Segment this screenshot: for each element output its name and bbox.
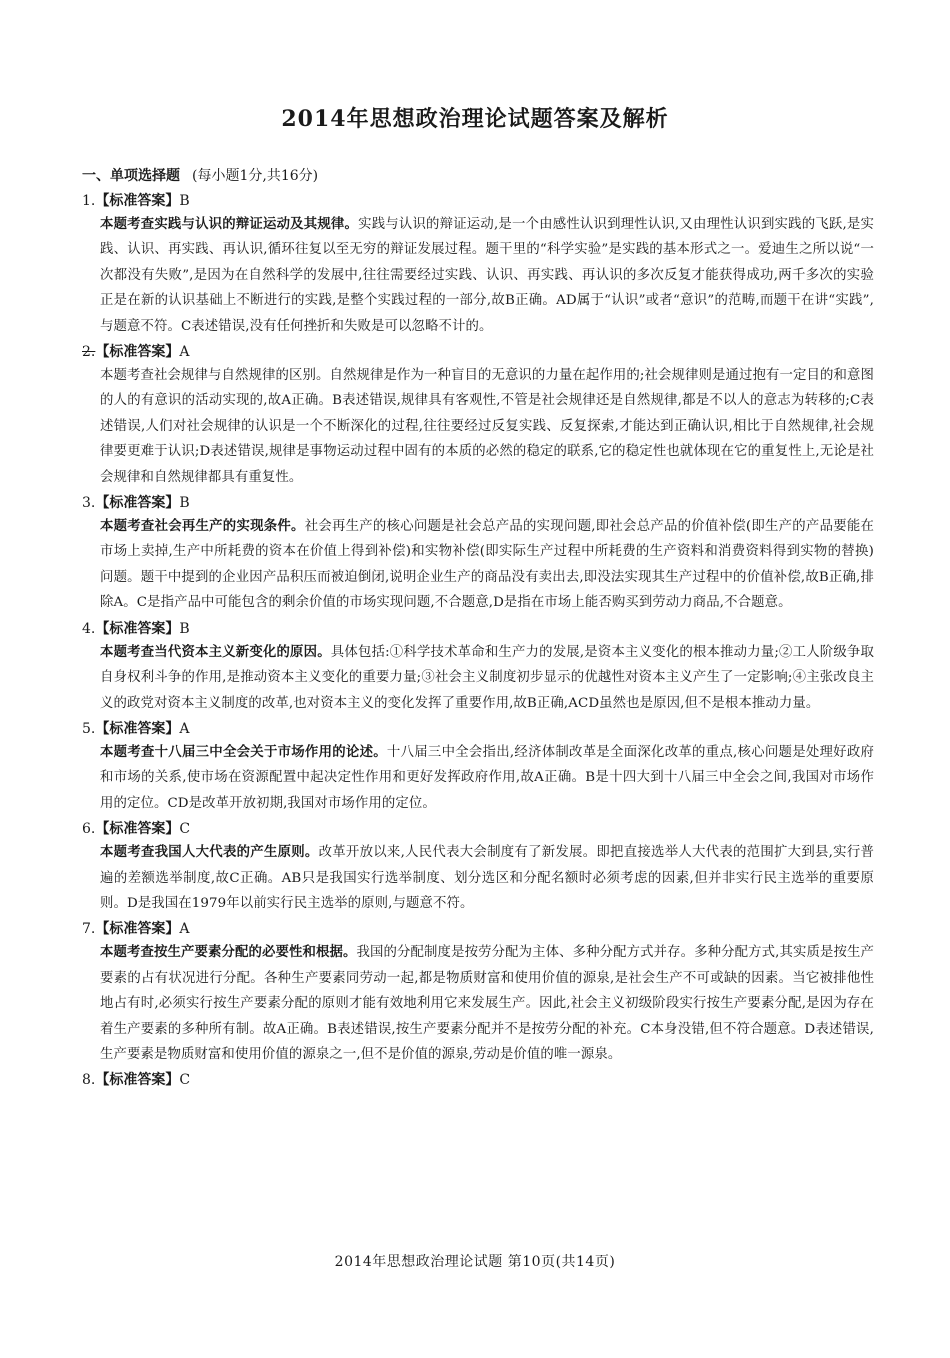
standard-answer-label: 【标准答案】 bbox=[95, 1072, 180, 1089]
answer-content bbox=[82, 166, 882, 1091]
explanation-lead: 本题考查十八届三中全会关于市场作用的论述。 bbox=[100, 744, 387, 760]
standard-answer-label: 【标准答案】 bbox=[95, 620, 180, 637]
explanation-body: 十八届三中全会指出,经济体制改革是全面深化改革的重点,核心问题是处理好政府和市场的关系,使市场在资源配置中起决定性作用和更好发挥政府作用,故A正确。B是十四大到十八届三中全会之间,我国对市场作用的定位。CD是改革开放初期,我国对市场作用的定位。 bbox=[100, 744, 874, 811]
question-number: 1. bbox=[82, 193, 96, 209]
explanation-lead: 本题考查社会再生产的实现条件。 bbox=[100, 519, 305, 535]
explanation bbox=[100, 840, 874, 916]
answer-item-1 bbox=[82, 190, 882, 339]
question-number: 5. bbox=[82, 720, 96, 737]
answer-letter: B bbox=[179, 495, 190, 512]
section-note: (每小题1分,共16分) bbox=[192, 168, 319, 184]
answer-letter: A bbox=[179, 720, 190, 737]
answer-header bbox=[82, 190, 882, 212]
answer-item-7 bbox=[82, 918, 882, 1067]
explanation bbox=[100, 212, 874, 339]
explanation bbox=[100, 514, 874, 616]
standard-answer-label: 【标准答案】 bbox=[95, 344, 180, 361]
question-number: 3. bbox=[82, 495, 96, 512]
answer-item-3 bbox=[82, 492, 882, 616]
question-number: 4. bbox=[82, 620, 96, 637]
answer-item-2 bbox=[82, 341, 882, 490]
answer-header bbox=[82, 1069, 882, 1091]
standard-answer-label: 【标准答案】 bbox=[95, 495, 180, 512]
explanation-lead: 本题考查当代资本主义新变化的原因。 bbox=[100, 644, 331, 660]
answer-letter: A bbox=[179, 344, 190, 361]
answer-header bbox=[82, 341, 882, 363]
standard-answer-label: 【标准答案】 bbox=[95, 821, 180, 838]
answer-item-6 bbox=[82, 818, 882, 916]
answer-header bbox=[82, 818, 882, 840]
page-title: 2014年思想政治理论试题答案及解析 bbox=[281, 106, 669, 132]
answer-letter: C bbox=[179, 1072, 191, 1089]
answer-item-5 bbox=[82, 718, 882, 816]
explanation-body: 我国的分配制度是按劳分配为主体、多种分配方式并存。多种分配方式,其实质是按生产要素的占有状况进行分配。各种生产要素同劳动一起,都是物质财富和使用价值的源泉,是社会生产不可或缺的因素。当它被排他性地占有时,必须实行按生产要素分配的原则才能有效地利用它来发展生产。因此,社会主义初级阶段实行按生产要素分配,是因为存在着生产要素的多种所有制。故A正确。B表述错误,按生产要素分配并不是按劳分配的补充。C本身没错,但不符合题意。D表述错误,生产要素是物质财富和使用价值的源泉之一,但不是价值的源泉,劳动是价值的唯一源泉。 bbox=[100, 945, 874, 1062]
answer-header bbox=[82, 618, 882, 640]
explanation-body: 本题考查社会规律与自然规律的区别。自然规律是作为一种盲目的无意识的力量在起作用的;社会规律则是通过抱有一定目的和意图的人的有意识的活动实现的,故A正确。B表述错误,规律具有客观性,不管是社会规律还是自然规律,都是不以人的意志为转移的;C表述错误,人们对社会规律的认识是一个不断深化的过程,往往要经过反复实践、反复探索,才能达到正确认识,相比于自然规律,社会规律要更难于认识;D表述错误,规律是事物运动过程中固有的本质的必然的稳定的联系,它的稳定性也就体现在它的重复性上,无论是社会规律和自然规律都具有重复性。 bbox=[100, 368, 874, 485]
page-footer: 2014年思想政治理论试题 第10页(共14页) bbox=[334, 1254, 616, 1270]
explanation-body: 改革开放以来,人民代表大会制度有了新发展。即把直接选举人大代表的范围扩大到县,实行普遍的差额选举制度,故C正确。AB只是我国实行选举制度、划分选区和分配名额时必须考虑的因素,但并非实行民主选举的重要原则。D是我国在1979年以前实行民主选举的原则,与题意不符。 bbox=[100, 845, 874, 911]
answer-header bbox=[82, 492, 882, 514]
answer-letter: C bbox=[179, 821, 191, 838]
standard-answer-label: 【标准答案】 bbox=[95, 720, 180, 737]
standard-answer-label: 【标准答案】 bbox=[95, 193, 180, 209]
answer-header bbox=[82, 918, 882, 940]
explanation bbox=[100, 740, 874, 816]
explanation-body: 实践与认识的辩证运动,是一个由感性认识到理性认识,又由理性认识到实践的飞跃,是实践、认识、再实践、再认识,循环往复以至无穷的辩证发展过程。题干里的“科学实验”是实践的基本形式之一。爱迪生之所以说“一次都没有失败”,是因为在自然科学的发展中,往往需要经过实践、认识、再实践、再认识的多次反复才能获得成功,两千多次的实验正是在新的认识基础上不断进行的实践,是整个实践过程的一部分,故B正确。AD属于“认识”或者“意识”的范畴,而题干在讲“实践”,与题意不符。C表述错误,没有任何挫折和失败是可以忽略不计的。 bbox=[100, 217, 874, 334]
answer-letter: A bbox=[179, 921, 190, 938]
question-number: 8. bbox=[82, 1072, 96, 1089]
section-header bbox=[82, 166, 882, 188]
answer-item-4 bbox=[82, 618, 882, 716]
explanation bbox=[100, 640, 874, 716]
answer-item-8 bbox=[82, 1069, 882, 1091]
question-number: 6. bbox=[82, 821, 96, 838]
answer-letter: B bbox=[179, 193, 190, 209]
answer-letter: B bbox=[179, 620, 190, 637]
answer-header bbox=[82, 718, 882, 740]
explanation-lead: 本题考查实践与认识的辩证运动及其规律。 bbox=[100, 217, 359, 232]
explanation-body: 社会再生产的核心问题是社会总产品的实现问题,即社会总产品的价值补偿(即生产的产品要能在市场上卖掉,生产中所耗费的资本在价值上得到补偿)和实物补偿(即实际生产过程中所耗费的生产资料和消费资料得到实物的替换)问题。题干中提到的企业因产品积压而被迫倒闭,说明企业生产的商品没有卖出去,即没法实现其生产过程中的价值补偿,故B正确,排除A。C是指产品中可能包含的剩余价值的市场实现问题,不合题意,D是指在市场上能否购买到劳动力商品,不合题意。 bbox=[100, 519, 874, 611]
explanation-lead: 本题考查按生产要素分配的必要性和根据。 bbox=[100, 945, 357, 961]
question-number: 7. bbox=[82, 921, 96, 938]
explanation bbox=[100, 363, 874, 490]
explanation-lead: 本题考查我国人大代表的产生原则。 bbox=[100, 845, 319, 861]
question-number: 2. bbox=[82, 344, 96, 361]
standard-answer-label: 【标准答案】 bbox=[95, 921, 180, 938]
explanation-body: 具体包括:①科学技术革命和生产力的发展,是资本主义变化的根本推动力量;②工人阶级争取自身权利斗争的作用,是推动资本主义变化的重要力量;③社会主义制度初步显示的优越性对资本主义产生了一定影响;④主张改良主义的政党对资本主义制度的改革,也对资本主义的变化发挥了重要作用,故B正确,ACD虽然也是原因,但不是根本推动力量。 bbox=[100, 644, 874, 711]
section-heading: 一、单项选择题 bbox=[82, 168, 180, 184]
explanation bbox=[100, 940, 874, 1067]
